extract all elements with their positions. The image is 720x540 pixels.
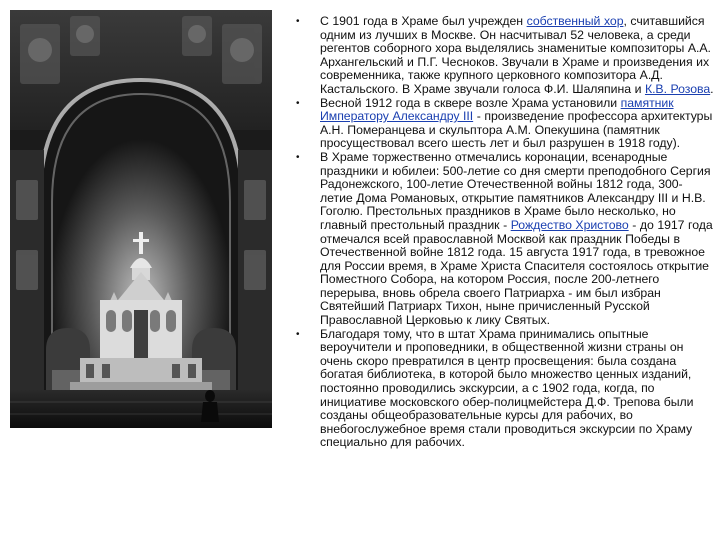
inline-link[interactable]: К.В. Розова <box>644 81 711 96</box>
bullet-dot-icon: • <box>296 16 300 27</box>
bullet-text: В Храме торжественно отмечались коронации, всенародные праздники и юбилеи: 500-летие со дня смерти преподобного Сергия Радонежского, 100-летие Отечественной войны 1812 года, 300-летие Дома Романовых, открытие памятников Александру III и Н.В. Гоголю. Престольных праздников в Храме было несколько, но главный престольный праздник - <box>320 149 711 232</box>
bullet-text: . <box>710 81 714 96</box>
cathedral-interior-photo <box>10 10 272 428</box>
bullet-dot-icon: • <box>296 97 300 109</box>
bullet-item <box>296 15 714 97</box>
bullet-item <box>296 328 714 450</box>
bullet-item <box>296 151 714 328</box>
inline-link[interactable]: собственный хор <box>526 14 624 28</box>
bullet-dot-icon: • <box>296 151 300 163</box>
bullet-list <box>296 15 714 450</box>
bullet-text: - произведение профессора архитектуры А.Н. Померанцева и скульптора А.М. Опекушина (памятник просуществовал всего шесть лет и был разрушен в 1918 году). <box>320 109 713 151</box>
cathedral-interior-illustration <box>10 10 272 428</box>
inline-link[interactable]: памятник Императору Александру III <box>320 95 674 124</box>
inline-link[interactable]: Рождество Христово <box>510 217 629 232</box>
bullet-text: Весной 1912 года в сквере возле Храма установили <box>320 95 621 110</box>
bullet-list-container <box>296 15 714 450</box>
bullet-text: Благодаря тому, что в штат Храма принимались опытные вероучители и проповедники, в общественной жизни страны он очень скоро превратился в центр просвещения: была создана богатая библиотека, в которой было множество ценных изданий, постоянно проводились экскурсии, а с 1902 года, когда, по инициативе московского обер-полицмейстера Д.Ф. Трепова были созданы общеобразовательные курсы для рабочих, во внебогослужебное время стали проводиться экскурсии по Храму специально для рабочих. <box>320 326 694 450</box>
bullet-text: С 1901 года в Храме был учрежден <box>320 14 527 28</box>
bullet-item <box>296 97 714 151</box>
bullet-dot-icon: • <box>296 328 300 340</box>
bullet-text: - до 1917 года отмечался всей православной Москвой как праздник Победы в Отечественной войне 1812 года. 15 августа 1917 года, в тревожное для России время, в Храме Христа Спасителя состоялось открытие Поместного Собора, на котором Россия, после 200-летнего перерыва, вновь обрела своего Патриарха - им был избран Святейший Патриарх Тихон, ныне причисленный Русской Православной Церковью к лику Святых. <box>320 217 713 328</box>
bullet-text: , считавшийся одним из лучших в Москве. Он насчитывал 52 человека, а среди регентов соборного хора выделялись знаменитые композиторы А.А. Архангельский и П.Г. Чесноков. Звучали в Храме и произведения их современника, также крупного церковного композитора А.Д. Кастальского. В Храме звучали голоса Ф.И. Шаляпина и <box>320 14 711 96</box>
